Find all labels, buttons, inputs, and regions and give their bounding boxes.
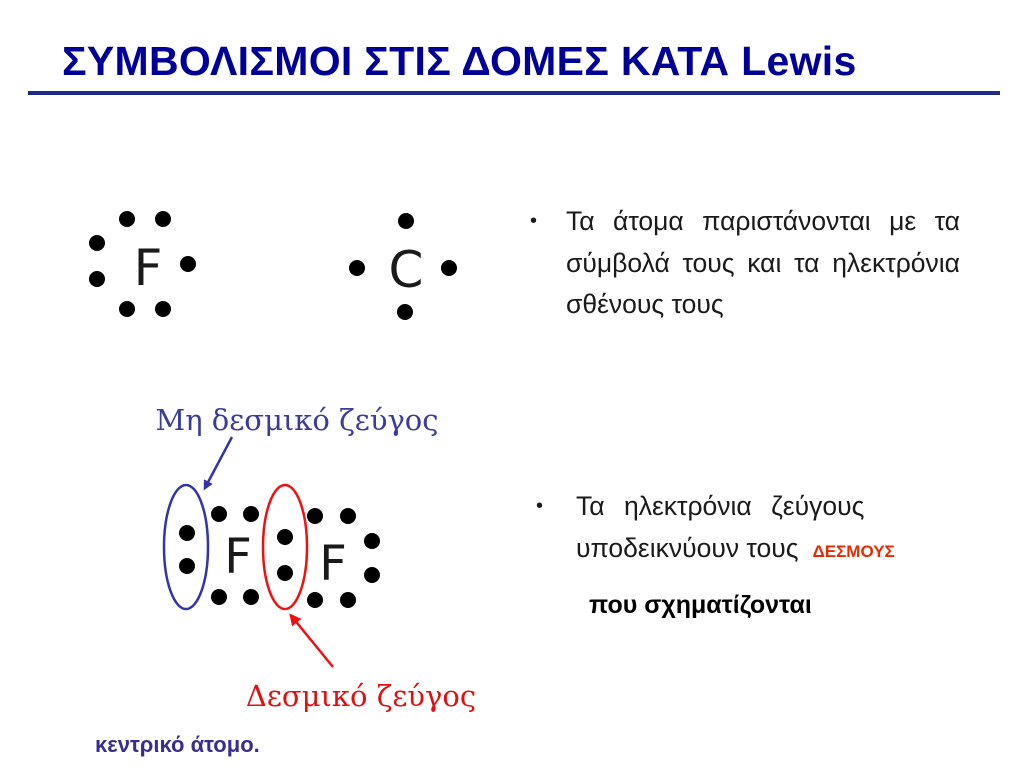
left-fluorine-symbol: F — [224, 529, 252, 585]
electron-dot — [179, 558, 195, 574]
bonding-pair-arrow — [293, 618, 333, 667]
electron-dot — [180, 256, 196, 272]
bonding-pair-ellipse — [263, 485, 307, 609]
electron-dot — [89, 235, 105, 251]
carbon-lewis-symbol — [349, 213, 457, 320]
electron-dot — [364, 567, 380, 583]
electron-dot — [340, 592, 356, 608]
bullet-marker: • — [536, 495, 544, 517]
electron-dot — [397, 304, 413, 320]
slide-title: ΣΥΜΒΟΛΙΣΜΟΙ ΣΤΙΣ ΔΟΜΕΣ ΚΑΤΑ Lewis — [62, 38, 857, 84]
f2-lewis-structure — [164, 485, 380, 609]
electron-dot — [349, 260, 365, 276]
bullet-text: Τα άτομα παριστάνονται με τα σύμβολά τους και τα ηλεκτρόνια σθένους τους — [566, 206, 960, 319]
bullet-text-line1: Τα ηλεκτρόνια ζεύγους — [576, 491, 865, 521]
electron-dot — [155, 211, 171, 227]
bullet-atoms-symbols — [530, 201, 960, 326]
electron-dot — [398, 213, 414, 229]
fluorine-lewis-symbol — [89, 211, 196, 317]
electron-dot — [119, 211, 135, 227]
bonding-pair-label: Δεσμικό ζεύγος — [245, 679, 477, 713]
lone-pair-ellipse — [164, 485, 208, 609]
central-atom-text: κεντρικό άτομο. — [95, 732, 260, 757]
bonds-highlight: ΔΕΣΜΟΥΣ — [812, 541, 895, 561]
shared-electron-dot — [277, 529, 293, 545]
electron-dot — [243, 589, 259, 605]
electron-dot — [364, 533, 380, 549]
lone-pair-label: Μη δεσμικό ζεύγος — [155, 403, 439, 437]
electron-dot — [340, 508, 356, 524]
electron-dot — [307, 508, 323, 524]
carbon-symbol: C — [388, 241, 424, 299]
electron-dot — [179, 525, 195, 541]
bullet-text-line2-main: υποδεικνύουν τους — [576, 532, 799, 563]
electron-dot — [243, 506, 259, 522]
shared-electron-dot — [277, 565, 293, 581]
right-fluorine-symbol: F — [319, 536, 347, 592]
electron-dot — [441, 260, 457, 276]
bullet-continuation: που σχηματίζονται — [589, 591, 812, 619]
electron-dot — [89, 271, 105, 287]
fluorine-symbol: F — [133, 239, 163, 297]
electron-dot — [211, 506, 227, 522]
bullet-text-line2 — [576, 528, 1011, 573]
electron-dot — [155, 301, 171, 317]
electron-dot — [211, 589, 227, 605]
bullet-electron-pairs — [536, 486, 1011, 572]
electron-dot — [307, 592, 323, 608]
lone-pair-arrow — [206, 437, 232, 486]
electron-dot — [119, 301, 135, 317]
bullet-marker: • — [530, 210, 538, 232]
